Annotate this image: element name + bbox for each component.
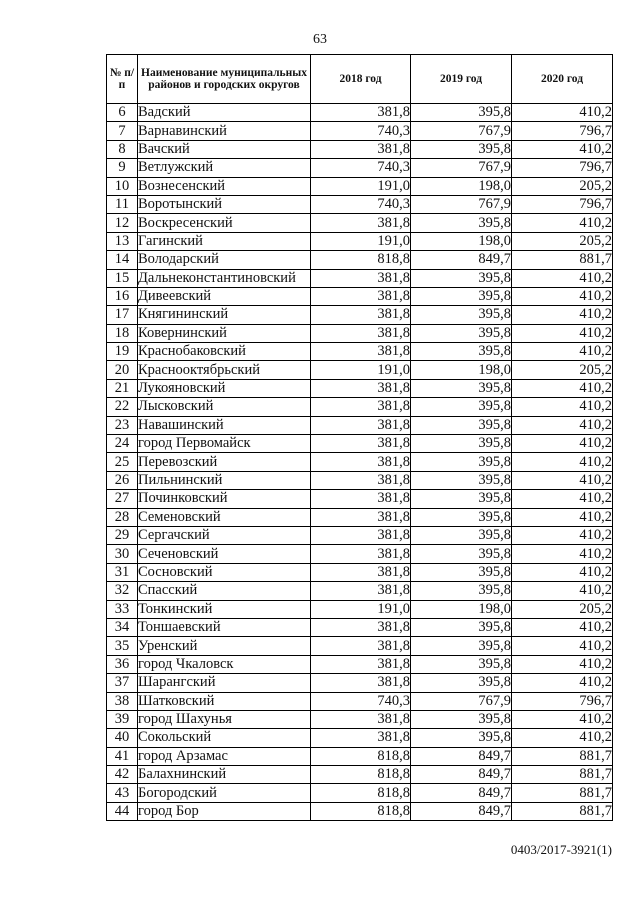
row-name: город Шахунья xyxy=(138,710,311,728)
table-row xyxy=(107,453,613,471)
row-value-2018: 740,3 xyxy=(311,692,411,710)
row-number: 29 xyxy=(107,526,138,544)
row-value-2019: 395,8 xyxy=(411,508,512,526)
row-name: Варнавинский xyxy=(138,122,311,140)
row-number: 19 xyxy=(107,343,138,361)
row-value-2020: 410,2 xyxy=(512,306,613,324)
row-name: Воскресенский xyxy=(138,214,311,232)
row-value-2020: 410,2 xyxy=(512,637,613,655)
row-value-2019: 198,0 xyxy=(411,177,512,195)
row-value-2020: 410,2 xyxy=(512,655,613,673)
row-value-2019: 395,8 xyxy=(411,710,512,728)
row-value-2019: 198,0 xyxy=(411,600,512,618)
row-number: 13 xyxy=(107,232,138,250)
row-value-2018: 818,8 xyxy=(311,747,411,765)
row-number: 24 xyxy=(107,435,138,453)
row-value-2020: 410,2 xyxy=(512,379,613,397)
table-body xyxy=(107,104,613,821)
row-name: Княгининский xyxy=(138,306,311,324)
row-value-2019: 395,8 xyxy=(411,637,512,655)
row-value-2019: 849,7 xyxy=(411,251,512,269)
row-value-2018: 381,8 xyxy=(311,104,411,122)
row-value-2020: 410,2 xyxy=(512,563,613,581)
row-value-2019: 395,8 xyxy=(411,545,512,563)
row-name: Воротынский xyxy=(138,195,311,213)
header-num: № п/п xyxy=(107,55,138,104)
row-value-2018: 191,0 xyxy=(311,177,411,195)
row-value-2020: 410,2 xyxy=(512,582,613,600)
row-value-2019: 395,8 xyxy=(411,269,512,287)
table-row xyxy=(107,674,613,692)
table-row xyxy=(107,490,613,508)
row-number: 6 xyxy=(107,104,138,122)
row-value-2018: 191,0 xyxy=(311,361,411,379)
row-value-2019: 395,8 xyxy=(411,618,512,636)
row-value-2018: 381,8 xyxy=(311,490,411,508)
row-value-2019: 395,8 xyxy=(411,471,512,489)
row-name: Семеновский xyxy=(138,508,311,526)
row-value-2019: 395,8 xyxy=(411,674,512,692)
row-value-2018: 381,8 xyxy=(311,453,411,471)
row-value-2020: 881,7 xyxy=(512,766,613,784)
row-number: 30 xyxy=(107,545,138,563)
table-row xyxy=(107,747,613,765)
row-number: 17 xyxy=(107,306,138,324)
table-row xyxy=(107,563,613,581)
row-name: Перевозский xyxy=(138,453,311,471)
table-row xyxy=(107,398,613,416)
row-number: 9 xyxy=(107,159,138,177)
row-name: Сергачский xyxy=(138,526,311,544)
row-value-2018: 381,8 xyxy=(311,563,411,581)
row-value-2019: 395,8 xyxy=(411,306,512,324)
row-number: 16 xyxy=(107,287,138,305)
table-row xyxy=(107,710,613,728)
row-name: Шатковский xyxy=(138,692,311,710)
row-value-2019: 395,8 xyxy=(411,729,512,747)
row-value-2020: 410,2 xyxy=(512,416,613,434)
row-value-2020: 410,2 xyxy=(512,490,613,508)
row-value-2020: 410,2 xyxy=(512,526,613,544)
table-row xyxy=(107,655,613,673)
row-value-2019: 767,9 xyxy=(411,692,512,710)
table-row xyxy=(107,471,613,489)
row-value-2018: 381,8 xyxy=(311,398,411,416)
row-number: 32 xyxy=(107,582,138,600)
row-value-2018: 740,3 xyxy=(311,122,411,140)
row-value-2018: 381,8 xyxy=(311,379,411,397)
table-row xyxy=(107,214,613,232)
table-row xyxy=(107,122,613,140)
row-value-2020: 881,7 xyxy=(512,802,613,820)
row-name: Краснобаковский xyxy=(138,343,311,361)
row-number: 10 xyxy=(107,177,138,195)
row-value-2019: 198,0 xyxy=(411,232,512,250)
row-number: 7 xyxy=(107,122,138,140)
row-value-2020: 796,7 xyxy=(512,195,613,213)
row-name: Сосновский xyxy=(138,563,311,581)
table-row xyxy=(107,766,613,784)
row-value-2020: 410,2 xyxy=(512,343,613,361)
table-row xyxy=(107,159,613,177)
row-name: Починковский xyxy=(138,490,311,508)
row-name: Пильнинский xyxy=(138,471,311,489)
row-value-2019: 395,8 xyxy=(411,655,512,673)
row-value-2019: 395,8 xyxy=(411,379,512,397)
table-header-row xyxy=(107,55,613,104)
row-value-2020: 410,2 xyxy=(512,269,613,287)
row-name: Вознесенский xyxy=(138,177,311,195)
row-number: 12 xyxy=(107,214,138,232)
row-value-2020: 881,7 xyxy=(512,747,613,765)
table-row xyxy=(107,379,613,397)
table-row xyxy=(107,324,613,342)
row-value-2019: 849,7 xyxy=(411,747,512,765)
row-value-2019: 395,8 xyxy=(411,104,512,122)
row-name: город Чкаловск xyxy=(138,655,311,673)
table-row xyxy=(107,177,613,195)
table-row xyxy=(107,508,613,526)
row-value-2018: 191,0 xyxy=(311,232,411,250)
row-number: 20 xyxy=(107,361,138,379)
row-value-2020: 410,2 xyxy=(512,324,613,342)
row-value-2020: 796,7 xyxy=(512,159,613,177)
row-number: 40 xyxy=(107,729,138,747)
row-value-2020: 881,7 xyxy=(512,784,613,802)
table-row xyxy=(107,343,613,361)
row-value-2019: 395,8 xyxy=(411,563,512,581)
row-value-2018: 381,8 xyxy=(311,214,411,232)
row-value-2019: 198,0 xyxy=(411,361,512,379)
table-row xyxy=(107,692,613,710)
row-value-2019: 395,8 xyxy=(411,416,512,434)
row-value-2018: 381,8 xyxy=(311,582,411,600)
table-row xyxy=(107,600,613,618)
row-value-2020: 205,2 xyxy=(512,177,613,195)
row-value-2018: 381,8 xyxy=(311,324,411,342)
row-value-2019: 395,8 xyxy=(411,324,512,342)
row-value-2019: 395,8 xyxy=(411,287,512,305)
row-name: Гагинский xyxy=(138,232,311,250)
row-number: 31 xyxy=(107,563,138,581)
row-number: 34 xyxy=(107,618,138,636)
row-value-2018: 191,0 xyxy=(311,600,411,618)
row-value-2020: 410,2 xyxy=(512,508,613,526)
row-value-2018: 740,3 xyxy=(311,159,411,177)
row-name: город Арзамас xyxy=(138,747,311,765)
header-2018: 2018 год xyxy=(311,55,411,104)
row-name: Дивеевский xyxy=(138,287,311,305)
row-value-2020: 796,7 xyxy=(512,692,613,710)
row-value-2018: 381,8 xyxy=(311,416,411,434)
table-row xyxy=(107,306,613,324)
table-row xyxy=(107,195,613,213)
table-row xyxy=(107,104,613,122)
row-value-2018: 818,8 xyxy=(311,784,411,802)
row-name: Навашинский xyxy=(138,416,311,434)
row-value-2018: 818,8 xyxy=(311,766,411,784)
row-value-2020: 410,2 xyxy=(512,104,613,122)
row-value-2018: 381,8 xyxy=(311,269,411,287)
row-name: Спасский xyxy=(138,582,311,600)
row-value-2018: 381,8 xyxy=(311,508,411,526)
row-name: Тоншаевский xyxy=(138,618,311,636)
row-value-2020: 205,2 xyxy=(512,361,613,379)
table-row xyxy=(107,251,613,269)
row-number: 28 xyxy=(107,508,138,526)
row-value-2020: 410,2 xyxy=(512,618,613,636)
row-value-2020: 410,2 xyxy=(512,471,613,489)
row-value-2018: 381,8 xyxy=(311,545,411,563)
row-name: Богородский xyxy=(138,784,311,802)
row-number: 39 xyxy=(107,710,138,728)
row-value-2019: 395,8 xyxy=(411,453,512,471)
row-value-2020: 881,7 xyxy=(512,251,613,269)
row-value-2020: 410,2 xyxy=(512,140,613,158)
row-value-2018: 381,8 xyxy=(311,287,411,305)
row-name: Вачский xyxy=(138,140,311,158)
row-value-2020: 205,2 xyxy=(512,600,613,618)
row-number: 43 xyxy=(107,784,138,802)
row-number: 22 xyxy=(107,398,138,416)
row-value-2020: 410,2 xyxy=(512,710,613,728)
row-number: 36 xyxy=(107,655,138,673)
row-number: 14 xyxy=(107,251,138,269)
table-row xyxy=(107,361,613,379)
row-value-2018: 381,8 xyxy=(311,306,411,324)
row-value-2019: 767,9 xyxy=(411,195,512,213)
table-row xyxy=(107,637,613,655)
header-name: Наименование муниципальных районов и городских округов xyxy=(138,55,311,104)
row-number: 33 xyxy=(107,600,138,618)
row-name: Володарский xyxy=(138,251,311,269)
row-number: 44 xyxy=(107,802,138,820)
table-row xyxy=(107,416,613,434)
row-value-2020: 410,2 xyxy=(512,214,613,232)
row-name: Краснооктябрьский xyxy=(138,361,311,379)
row-value-2018: 381,8 xyxy=(311,729,411,747)
row-value-2018: 740,3 xyxy=(311,195,411,213)
row-name: Вадский xyxy=(138,104,311,122)
row-value-2020: 796,7 xyxy=(512,122,613,140)
row-number: 23 xyxy=(107,416,138,434)
table-row xyxy=(107,232,613,250)
row-name: Уренский xyxy=(138,637,311,655)
row-value-2018: 381,8 xyxy=(311,435,411,453)
header-2020: 2020 год xyxy=(512,55,613,104)
row-number: 8 xyxy=(107,140,138,158)
row-name: Лысковский xyxy=(138,398,311,416)
row-value-2019: 395,8 xyxy=(411,343,512,361)
row-name: Дальнеконстантиновский xyxy=(138,269,311,287)
row-value-2019: 849,7 xyxy=(411,802,512,820)
row-value-2020: 205,2 xyxy=(512,232,613,250)
document-code: 0403/2017-3921(1) xyxy=(510,842,612,857)
table-row xyxy=(107,526,613,544)
row-value-2019: 395,8 xyxy=(411,490,512,508)
page-number: 63 xyxy=(313,32,327,47)
row-value-2018: 381,8 xyxy=(311,655,411,673)
row-number: 41 xyxy=(107,747,138,765)
row-value-2018: 381,8 xyxy=(311,710,411,728)
table-row xyxy=(107,618,613,636)
table-row xyxy=(107,287,613,305)
row-number: 18 xyxy=(107,324,138,342)
row-name: Тонкинский xyxy=(138,600,311,618)
header-2019: 2019 год xyxy=(411,55,512,104)
row-value-2018: 381,8 xyxy=(311,526,411,544)
row-number: 37 xyxy=(107,674,138,692)
row-value-2018: 381,8 xyxy=(311,674,411,692)
row-value-2019: 395,8 xyxy=(411,140,512,158)
row-value-2019: 395,8 xyxy=(411,526,512,544)
row-value-2020: 410,2 xyxy=(512,398,613,416)
table-row xyxy=(107,545,613,563)
row-value-2020: 410,2 xyxy=(512,674,613,692)
row-name: Балахнинский xyxy=(138,766,311,784)
row-value-2018: 818,8 xyxy=(311,802,411,820)
row-name: Лукояновский xyxy=(138,379,311,397)
row-name: Сокольский xyxy=(138,729,311,747)
allocation-table xyxy=(106,54,613,821)
table-row xyxy=(107,582,613,600)
row-value-2019: 395,8 xyxy=(411,398,512,416)
table-row xyxy=(107,140,613,158)
row-value-2018: 381,8 xyxy=(311,471,411,489)
row-value-2018: 818,8 xyxy=(311,251,411,269)
row-number: 15 xyxy=(107,269,138,287)
row-value-2019: 767,9 xyxy=(411,122,512,140)
table-row xyxy=(107,784,613,802)
row-number: 11 xyxy=(107,195,138,213)
row-value-2018: 381,8 xyxy=(311,140,411,158)
row-name: Сеченовский xyxy=(138,545,311,563)
row-name: город Бор xyxy=(138,802,311,820)
row-number: 27 xyxy=(107,490,138,508)
row-value-2019: 395,8 xyxy=(411,214,512,232)
row-number: 26 xyxy=(107,471,138,489)
row-value-2019: 395,8 xyxy=(411,582,512,600)
table-row xyxy=(107,802,613,820)
row-value-2020: 410,2 xyxy=(512,453,613,471)
row-name: город Первомайск xyxy=(138,435,311,453)
row-value-2020: 410,2 xyxy=(512,435,613,453)
row-name: Ветлужский xyxy=(138,159,311,177)
row-value-2018: 381,8 xyxy=(311,343,411,361)
row-value-2018: 381,8 xyxy=(311,637,411,655)
row-value-2020: 410,2 xyxy=(512,729,613,747)
row-value-2019: 767,9 xyxy=(411,159,512,177)
row-number: 21 xyxy=(107,379,138,397)
table-row xyxy=(107,269,613,287)
row-number: 42 xyxy=(107,766,138,784)
row-value-2020: 410,2 xyxy=(512,545,613,563)
table-row xyxy=(107,729,613,747)
row-number: 35 xyxy=(107,637,138,655)
row-value-2018: 381,8 xyxy=(311,618,411,636)
row-name: Шарангский xyxy=(138,674,311,692)
row-number: 38 xyxy=(107,692,138,710)
row-value-2019: 849,7 xyxy=(411,784,512,802)
row-name: Ковернинский xyxy=(138,324,311,342)
row-value-2020: 410,2 xyxy=(512,287,613,305)
table-row xyxy=(107,435,613,453)
row-number: 25 xyxy=(107,453,138,471)
row-value-2019: 395,8 xyxy=(411,435,512,453)
row-value-2019: 849,7 xyxy=(411,766,512,784)
